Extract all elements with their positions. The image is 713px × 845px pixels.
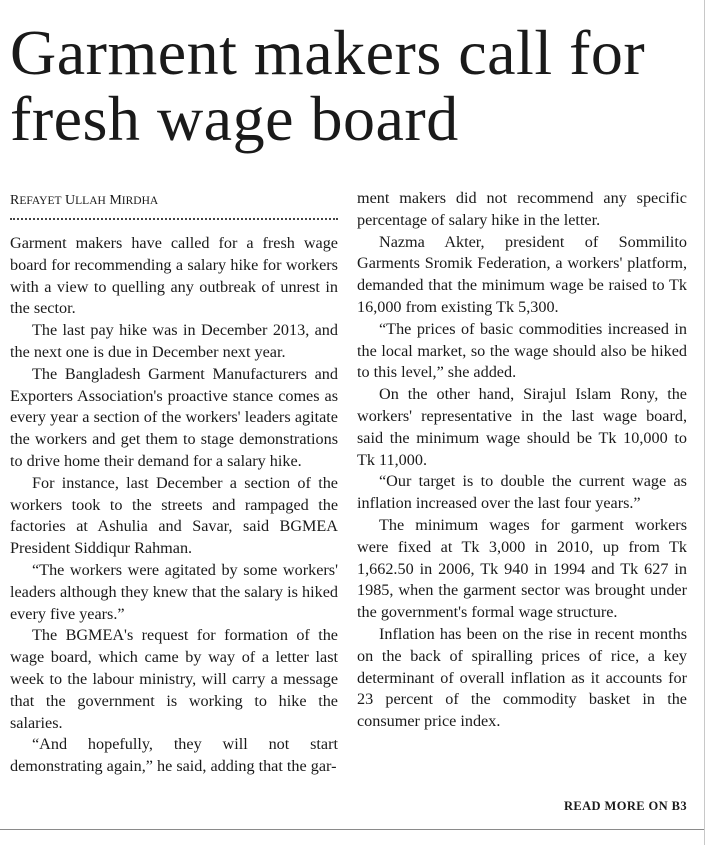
byline-rest-middle: LLAH [75, 195, 106, 207]
paragraph: “The prices of basic commodities increased in the local market, so the wage should also be hiked to this level,” she added. [357, 319, 687, 382]
page-edge-rule [704, 0, 705, 845]
byline-initial-last: M [109, 193, 122, 208]
paragraph: The Bangladesh Garment Manufacturers and Exporters Association's proactive stance comes as every year a section of the workers' leaders agitate the workers and get them to stage demonstrations to drive home their demand for a salary hike. [10, 364, 338, 470]
paragraph: For instance, last December a section of the workers took to the streets and rampaged the factories at Ashulia and Savar, said BGMEA President Siddiqur Rahman. [10, 473, 338, 558]
paragraph: “And hopefully, they will not start demonstrating again,” he said, adding that the gar- [10, 735, 338, 776]
bottom-divider [0, 829, 704, 830]
byline-rest-first: EFAYET [19, 195, 62, 207]
paragraph: “Our target is to double the current wage as inflation increased over the last four years.” [357, 472, 687, 513]
paragraph: The minimum wages for garment workers were fixed at Tk 3,000 in 2010, up from Tk 1,662.50 in 2006, Tk 940 in 1994 and Tk 627 in 1985, when the garment sector was brought under the government's formal wage structure. [357, 515, 687, 622]
paragraph: The last pay hike was in December 2013, and the next one is due in December next year. [10, 321, 338, 361]
paragraph: On the other hand, Sirajul Islam Rony, the workers' representative in the last wage board, said the minimum wage should be Tk 10,000 to Tk 11,000. [357, 385, 687, 469]
byline-rest-last: IRDHA [121, 195, 159, 207]
headline: Garment makers call for fresh wage board [10, 17, 646, 154]
paragraph: The BGMEA's request for formation of the wage board, which came by way of a letter last week to the labour ministry, will carry a message that the government is working to hike the salaries. [10, 626, 338, 732]
article-column-right [357, 188, 687, 733]
paragraph: Inflation has been on the rise in recent months on the back of spiralling prices of rice, a key determinant of overall inflation as it accounts for 23 percent of the commodity basket in the consumer price index. [357, 624, 687, 731]
paragraph: ment makers did not recommend any specific percentage of salary hike in the letter. [357, 189, 687, 229]
byline-initial-middle: U [65, 193, 76, 208]
paragraph: “The workers were agitated by some workers' leaders although they knew that the salary is hiked every five years.” [10, 560, 338, 623]
article-column-left [10, 233, 338, 778]
paragraph: Garment makers have called for a fresh wage board for recommending a salary hike for workers with a view to quelling any outbreak of unrest in the sector. [10, 234, 338, 318]
byline [10, 193, 158, 209]
paragraph: Nazma Akter, president of Sommilito Garments Sromik Federation, a workers' platform, demanded that the minimum wage be raised to Tk 16,000 from existing Tk 5,300. [357, 232, 687, 316]
byline-divider [10, 218, 338, 220]
byline-initial-first: R [10, 193, 20, 208]
read-more-link[interactable]: READ MORE ON B3 [563, 799, 687, 813]
